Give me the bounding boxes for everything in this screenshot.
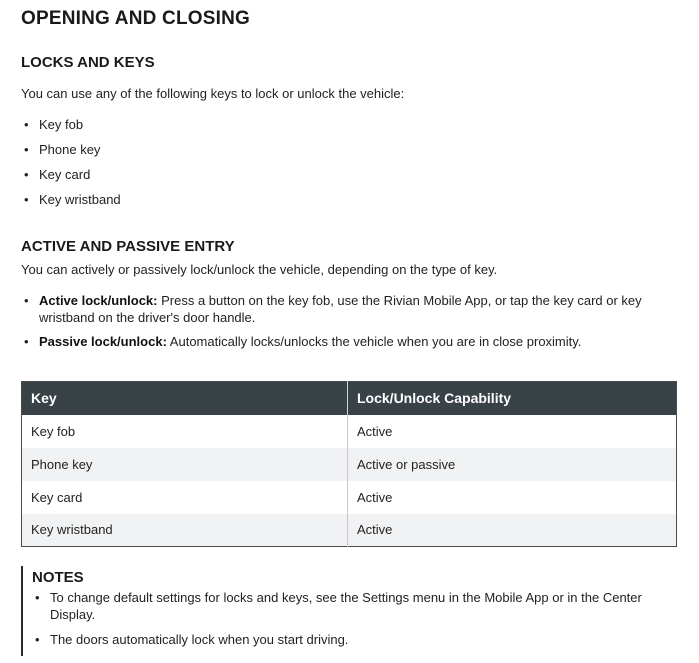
list-item: • To change default settings for locks and keys, see the Settings menu in the Mobile App or in the Center Display. [35, 590, 642, 622]
table-cell-key: Key fob [22, 415, 348, 448]
notes-heading: NOTES [32, 569, 84, 586]
column-header-key: Key [22, 382, 348, 415]
entry-text: Press a button on the key fob, use the Rivian Mobile App, or tap the key card or key wristband on the driver's door handle. [39, 293, 642, 325]
list-item: • Phone key [24, 142, 101, 157]
locks-and-keys-heading: LOCKS AND KEYS [21, 54, 155, 71]
locks-intro: You can use any of the following keys to lock or unlock the vehicle: [21, 86, 405, 101]
table-cell-key: Phone key [22, 448, 348, 481]
table-header-row [22, 382, 677, 415]
entry-term: Active lock/unlock: [39, 293, 158, 308]
bullet-icon: • [24, 192, 29, 207]
list-item: • The doors automatically lock when you start driving. [35, 632, 349, 647]
table-cell-capability: Active [348, 514, 677, 547]
table-cell-key: Key wristband [22, 514, 348, 547]
list-item: • Key wristband [24, 192, 121, 207]
bullet-icon: • [35, 590, 40, 605]
table-row [22, 481, 677, 514]
list-item: • Key fob [24, 117, 84, 132]
key-capability-table [21, 381, 677, 547]
bullet-icon: • [24, 117, 29, 132]
list-item [21, 292, 661, 326]
entry-text: Automatically locks/unlocks the vehicle when you are in close proximity. [166, 334, 582, 349]
list-item: • Key card [24, 167, 91, 182]
bullet-icon: • [24, 334, 29, 349]
table-row [22, 448, 677, 481]
bullet-icon: • [24, 142, 29, 157]
table-row [22, 415, 677, 448]
notes-box [21, 566, 681, 656]
bullet-icon: • [24, 293, 29, 308]
table-cell-key: Key card [22, 481, 348, 514]
page-title: OPENING AND CLOSING [21, 8, 250, 29]
key-list [21, 116, 121, 216]
entry-term: Passive lock/unlock: [39, 334, 167, 349]
notes-list [32, 589, 681, 648]
entry-list [21, 292, 661, 357]
table-cell-capability: Active [357, 489, 393, 505]
table-cell-capability: Active or passive [348, 448, 677, 481]
bullet-icon: • [24, 167, 29, 182]
bullet-icon: • [35, 632, 40, 647]
column-header-capability: Lock/Unlock Capability [348, 382, 677, 415]
table-cell-capability: Active [357, 423, 393, 439]
list-item [21, 333, 661, 350]
entry-intro: You can actively or passively lock/unlock the vehicle, depending on the type of key. [21, 262, 498, 277]
active-passive-heading: ACTIVE AND PASSIVE ENTRY [21, 238, 235, 255]
table-row [22, 514, 677, 547]
